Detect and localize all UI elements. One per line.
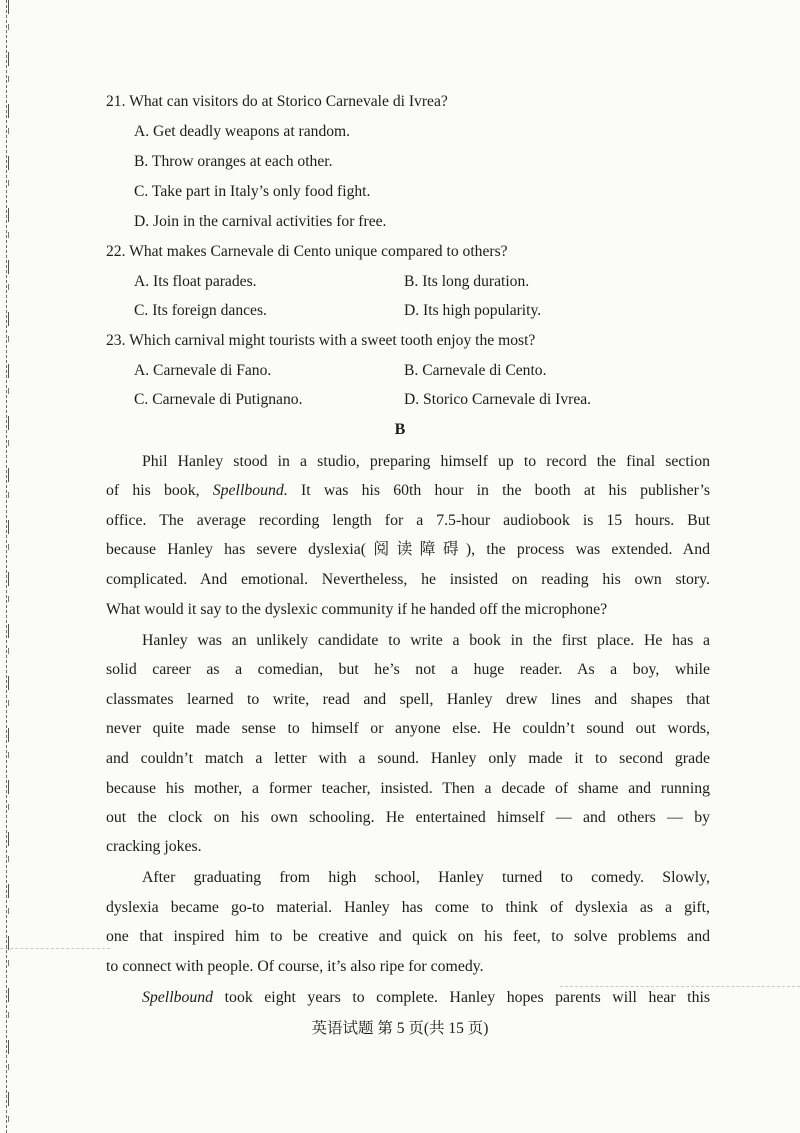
passage-line: one that inspired him to be creative and quick on his feet, to solve problems and xyxy=(106,928,710,945)
binding-edge xyxy=(6,0,11,1133)
option-d[interactable]: D. Storico Carnevale di Ivrea. xyxy=(404,391,592,408)
passage-line: Hanley was an unlikely candidate to write a book in the first place. He has a xyxy=(142,632,710,649)
question-stem: 22. What makes Carnevale di Cento unique compared to others? xyxy=(106,243,508,260)
option-b[interactable]: B. Throw oranges at each other. xyxy=(134,153,333,170)
question-stem: 23. Which carnival might tourists with a sweet tooth enjoy the most? xyxy=(106,332,536,349)
question-stem: 21. What can visitors do at Storico Carnevale di Ivrea? xyxy=(106,93,448,110)
passage-line: to connect with people. Of course, it’s also ripe for comedy. xyxy=(106,958,484,975)
option-c[interactable]: C. Its foreign dances. xyxy=(134,302,267,319)
passage-line: office. The average recording length for a 7.5-hour audiobook is 15 hours. But xyxy=(106,512,710,529)
option-c[interactable]: C. Take part in Italy’s only food fight. xyxy=(134,183,371,200)
option-a[interactable]: A. Get deadly weapons at random. xyxy=(134,123,351,140)
passage-line: solid career as a comedian, but he’s not a huge reader. As a boy, while xyxy=(106,661,710,678)
passage-line xyxy=(142,986,710,1010)
passage-line: and couldn’t match a letter with a sound. Hanley only made it to second grade xyxy=(106,750,710,767)
option-d[interactable]: D. Its high popularity. xyxy=(404,302,542,319)
passage-line: because Hanley has severe dyslexia(阅读障碍), the process was extended. And xyxy=(106,541,710,558)
passage-line-part: It was his 60th hour in the booth at his publisher’s xyxy=(300,482,710,499)
section-label: B xyxy=(394,421,406,438)
option-d[interactable]: D. Join in the carnival activities for free. xyxy=(134,213,387,230)
page-footer: 英语试题 第 5 页(共 15 页) xyxy=(311,1020,489,1037)
passage-line: What would it say to the dyslexic community if he handed off the microphone? xyxy=(106,601,608,618)
option-b[interactable]: B. Its long duration. xyxy=(404,273,530,290)
passage-line-part: of his book, xyxy=(106,482,200,499)
passage-line: dyslexia became go-to material. Hanley has come to think of dyslexia as a gift, xyxy=(106,899,710,916)
passage-line: Phil Hanley stood in a studio, preparing himself up to record the final section xyxy=(142,453,710,470)
book-title: Spellbound. xyxy=(212,482,288,499)
passage-line-part: took eight years to complete. Hanley hopes parents will hear this xyxy=(224,989,710,1006)
passage-line: because his mother, a former teacher, insisted. Then a decade of shame and running xyxy=(106,780,710,797)
option-b[interactable]: B. Carnevale di Cento. xyxy=(404,362,547,379)
passage-line xyxy=(106,479,710,503)
book-title: Spellbound xyxy=(142,989,214,1006)
fold-mark-left xyxy=(0,948,110,949)
option-a[interactable]: A. Its float parades. xyxy=(134,273,257,290)
passage-line: never quite made sense to himself or anyone else. He couldn’t sound out words, xyxy=(106,720,710,737)
passage-line: cracking jokes. xyxy=(106,838,202,855)
passage-line: out the clock on his own schooling. He entertained himself — and others — by xyxy=(106,809,710,826)
option-a[interactable]: A. Carnevale di Fano. xyxy=(134,362,272,379)
option-c[interactable]: C. Carnevale di Putignano. xyxy=(134,391,303,408)
passage-line: classmates learned to write, read and spell, Hanley drew lines and shapes that xyxy=(106,691,710,708)
passage-line: complicated. And emotional. Nevertheless, he insisted on reading his own story. xyxy=(106,571,710,588)
passage-line: After graduating from high school, Hanley turned to comedy. Slowly, xyxy=(142,869,710,886)
